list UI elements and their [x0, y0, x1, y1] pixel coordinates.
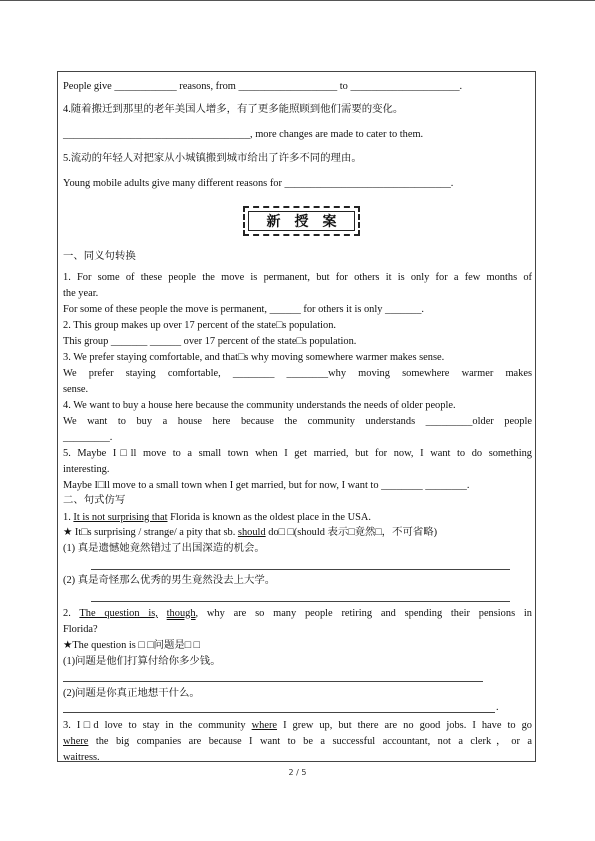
pattern-note: ★ It□s surprising / strange/ a pity that sb. should do□ □(should 表示□竟然□，不可省略) — [63, 527, 438, 538]
section-badge-label: 新授案 — [248, 211, 355, 231]
pattern-sentence: 2. The question is, though, why are so many people retiring and spending their pensions in — [63, 608, 532, 619]
fill-blank-line: ____________________________________, more changes are made to cater to them. — [63, 129, 424, 140]
translation-prompt: (1)问题是他们打算付给你多少钱。 — [63, 656, 221, 667]
exercise-sentence: 5. Maybe I□ll move to a small town when I get married, but for now, I want to do something — [63, 448, 532, 459]
underlined-word: should — [237, 527, 266, 538]
underlined-pattern: It is not surprising that — [73, 512, 168, 523]
pattern-sentence: where the big companies are because I want to be a successful accountant, not a clerk，or a — [63, 736, 532, 747]
exercise-sentence: We prefer staying comfortable, ________ ________why moving somewhere warmer makes — [63, 368, 532, 379]
underlined-pattern: The question is, — [79, 608, 158, 619]
answer-rule — [63, 681, 483, 682]
chinese-prompt: 5.流动的年轻人对把家从小城镇搬到城市给出了许多不同的理由。 — [63, 153, 362, 164]
answer-rule — [63, 712, 495, 713]
exercise-sentence: the year. — [63, 288, 99, 299]
exercise-sentence: 2. This group makes up over 17 percent of the state□s population. — [63, 320, 337, 331]
chinese-prompt: 4.随着搬迁到那里的老年美国人增多，有了更多能照顾到他们需要的变化。 — [63, 104, 404, 115]
exercise-sentence: For some of these people the move is permanent, ______ for others it is only _______. — [63, 304, 425, 315]
translation-prompt: (1) 真是遗憾她竟然错过了出国深造的机会。 — [63, 543, 265, 554]
exercise-sentence: This group _______ ______ over 17 percent of the state□s population. — [63, 336, 357, 347]
exercise-sentence: 4. We want to buy a house here because the community understands the needs of older people. — [63, 400, 456, 411]
pattern-note: ★The question is □ □问题是□ □ — [63, 640, 200, 651]
fill-blank-line: People give ____________ reasons, from ___________________ to _____________________. — [63, 81, 463, 92]
fill-blank-line: Young mobile adults give many different reasons for ________________________________. — [63, 178, 454, 189]
exercise-sentence: 1. For some of these people the move is permanent, but for others it is only for a few months of — [63, 272, 532, 283]
page-number: 2 / 5 — [288, 768, 307, 777]
pattern-rest: Florida is known as the oldest place in the USA. — [170, 512, 371, 523]
underlined-word: where — [63, 736, 89, 747]
answer-rule — [91, 601, 510, 602]
section-badge — [243, 206, 360, 236]
double-underlined-word: though — [166, 608, 196, 619]
exercise-sentence: sense. — [63, 384, 89, 395]
page-top-rule — [0, 0, 595, 1]
exercise-sentence: 3. We prefer staying comfortable, and that□s why moving somewhere warmer makes sense. — [63, 352, 445, 363]
item-number: 1. — [63, 512, 71, 523]
exercise-sentence: _________. — [63, 432, 113, 443]
pattern-sentence: Florida? — [63, 624, 98, 635]
exercise-sentence: We want to buy a house here because the community understands _________older people — [63, 416, 532, 427]
translation-prompt: (2)问题是你真正地想干什么。 — [63, 688, 200, 699]
pattern-sentence: waitress. — [63, 752, 100, 763]
pattern-sentence — [63, 511, 371, 524]
pattern-sentence: 3. I□d love to stay in the community where I grew up, but there are no good jobs. I have to go — [63, 720, 532, 731]
translation-prompt: (2) 真是奇怪那么优秀的男生竟然没去上大学。 — [63, 575, 276, 586]
section-heading: 二、句式仿写 — [63, 495, 126, 506]
answer-end-period: . — [496, 702, 499, 713]
exercise-sentence: interesting. — [63, 464, 110, 475]
underlined-word: where — [251, 720, 278, 731]
answer-rule — [91, 569, 510, 570]
section-heading: 一、同义句转换 — [63, 251, 136, 262]
exercise-sentence: Maybe I□ll move to a small town when I get married, but for now, I want to ________ ________. — [63, 480, 470, 491]
